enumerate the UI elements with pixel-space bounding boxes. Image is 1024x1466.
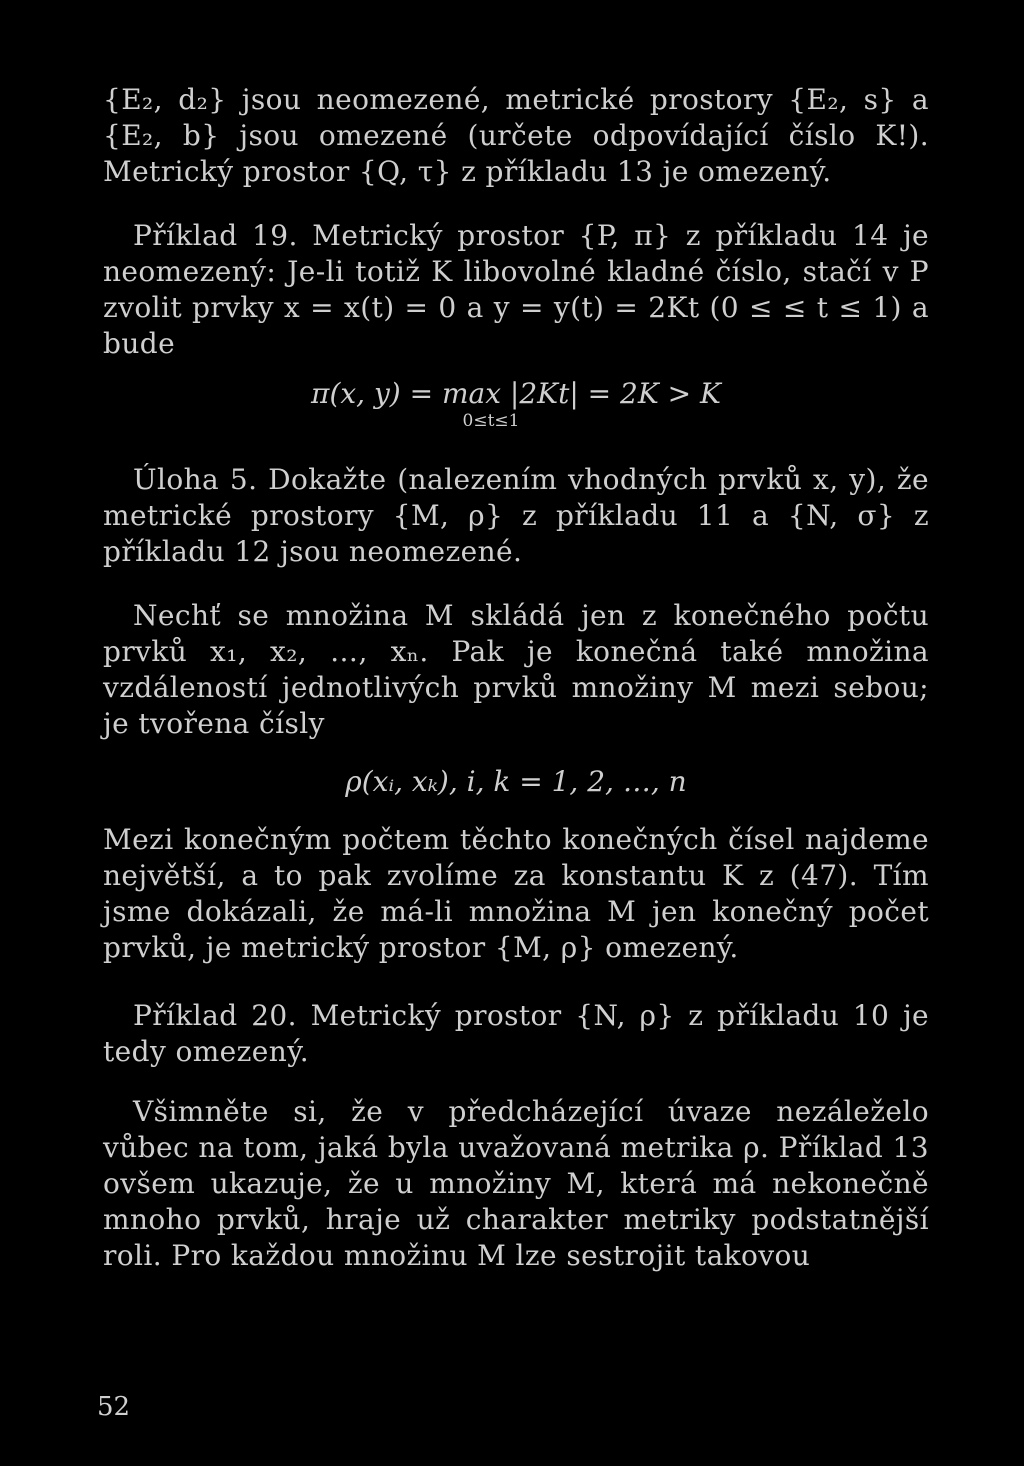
note-paragraph: Všimněte si, že v předcházející úvaze nezáleželo vůbec na tom, jaká byla uvažovaná metrika ρ. Příklad 13 ovšem ukazuje, že u množiny M, která má nekonečně mnoho prvků, hraje už charakter metriky podstatnější roli. Pro každou množinu M lze sestrojit takovou <box>103 1095 929 1272</box>
example-19-paragraph: Příklad 19. Metrický prostor {P, π} z příkladu 14 je neomezený: Je-li totiž K libovolné kladné číslo, stačí v P zvolit prvky x = x(t) = 0 a y = y(t) = 2Kt (0 ≤ ≤ t ≤ 1) a bude <box>103 219 929 360</box>
example-20-paragraph: Příklad 20. Metrický prostor {N, ρ} z příkladu 10 je tedy omezený. <box>103 999 929 1068</box>
formula-pi-main: π(x, y) = max |2Kt| = 2K > K <box>311 377 721 410</box>
formula-pi <box>103 376 929 430</box>
finite-set-paragraph: Nechť se množina M skládá jen z konečného počtu prvků x₁, x₂, …, xₙ. Pak je konečná také množina vzdáleností jednotlivých prvků množiny M mezi sebou; je tvořena čísly <box>103 599 929 740</box>
page-number: 52 <box>97 1392 131 1422</box>
max-distance-paragraph: Mezi konečným počtem těchto konečných čísel najdeme největší, a to pak zvolíme za konstantu K z (47). Tím jsme dokázali, že má-li množina M jen konečný počet prvků, je metrický prostor {M, ρ} omezený. <box>103 823 929 964</box>
exercise-5-paragraph: Úloha 5. Dokažte (nalezením vhodných prvků x, y), že metrické prostory {M, ρ} z příkladu 11 a {N, σ} z příkladu 12 jsou neomezené. <box>103 463 929 568</box>
formula-rho: ρ(xᵢ, xₖ), i, k = 1, 2, …, n <box>345 765 687 798</box>
page-body <box>103 82 929 1274</box>
formula-pi-subscript: 0≤t≤1 <box>462 411 520 431</box>
paragraph-1: {E₂, d₂} jsou neomezené, metrické prostory {E₂, s} a {E₂, b} jsou omezené (určete odpovídající číslo K!). Metrický prostor {Q, τ} z příkladu 13 je omezený. <box>103 83 929 188</box>
